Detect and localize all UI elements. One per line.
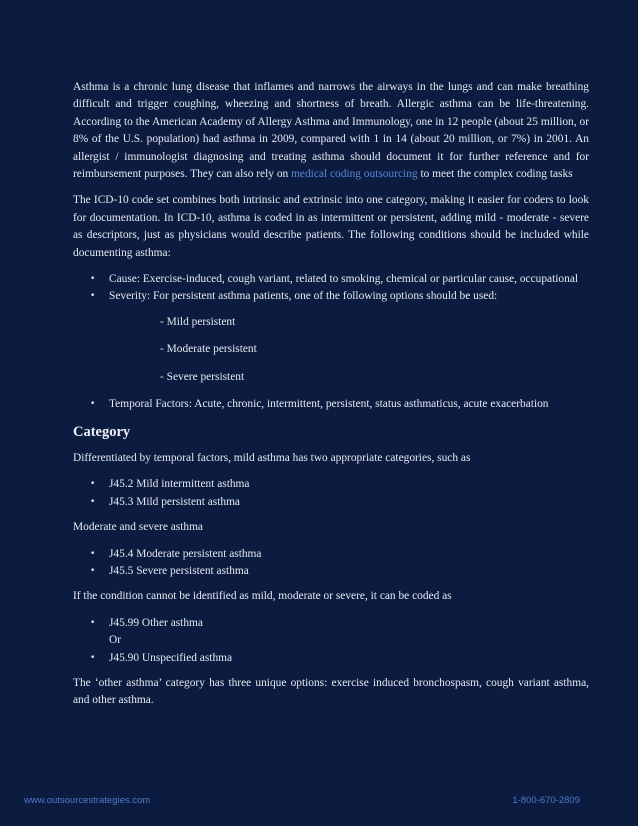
list-item (73, 494, 589, 511)
bullet-icon: • (90, 617, 96, 628)
icd10-paragraph: The ICD-10 code set combines both intrinsic and extrinsic into one category, making it easier for coders to look for documentation. In ICD-10, asthma is coded in as intermittent or persistent, adding mild - moderate - severe as descriptors, just as physicians would describe patients. The following conditions should be included while documenting asthma: (73, 194, 589, 259)
severity-option: - Mild persistent (160, 315, 236, 328)
temporal-text: Temporal Factors: Acute, chronic, intermittent, persistent, status asthmaticus, acute exacerbation (109, 398, 549, 411)
bullet-icon: • (90, 652, 96, 663)
list-item (73, 615, 589, 632)
intro-paragraph (73, 79, 589, 183)
bullet-icon: • (90, 274, 96, 285)
severity-text: Severity: For persistent asthma patients, one of the following options should be used: (109, 290, 498, 303)
code-text: J45.99 Other asthma (109, 616, 203, 629)
code-text: J45.3 Mild persistent asthma (109, 495, 240, 508)
list-item (73, 546, 589, 563)
code-text: J45.90 Unspecified asthma (109, 651, 233, 664)
severity-option: - Severe persistent (160, 370, 245, 383)
category-intro: Differentiated by temporal factors, mild asthma has two appropriate categories, such as (73, 451, 471, 464)
code-text: J45.2 Mild intermittent asthma (109, 478, 250, 491)
category-heading: Category (73, 423, 131, 440)
list-item (73, 396, 589, 413)
conditions-list (73, 271, 589, 306)
medical-coding-outsourcing-link[interactable]: medical coding outsourcing (291, 168, 418, 181)
bullet-icon: • (90, 496, 96, 507)
severity-option: - Moderate persistent (160, 343, 257, 356)
moderate-severe-label: Moderate and severe asthma (73, 521, 203, 534)
mild-codes-list (73, 476, 589, 511)
moderate-severe-codes-list (73, 546, 589, 581)
other-codes-list (73, 615, 589, 667)
bullet-icon: • (90, 399, 96, 410)
severity-options (73, 314, 589, 386)
intro-text: Asthma is a chronic lung disease that inflames and narrows the airways in the lungs and can make breathing difficult and trigger coughing, wheezing and shortness of breath. Allergic asthma can be life-threatening. According to the American Academy of Allergy Asthma and Immunology, one in 12 people (about 25 million, or 8% of the U.S. population) had asthma in 2009, compared with 1 in 14 (about 20 million, or 7%) in 2001. An allergist / immunologist diagnosing and treating asthma should document it for further reference and for reimbursement purposes. They can also rely on (73, 81, 589, 181)
list-item (73, 476, 589, 493)
list-item (73, 271, 589, 288)
temporal-list (73, 396, 589, 413)
phone-number[interactable]: 1-800-670-2809 (512, 795, 580, 806)
intro-text-end: to meet the complex coding tasks (417, 168, 573, 181)
bullet-icon: • (90, 479, 96, 490)
list-item (73, 650, 589, 667)
document-body (73, 79, 589, 719)
other-options-paragraph: The ‘other asthma’ category has three unique options: exercise induced bronchospasm, cough variant asthma, and other asthma. (73, 676, 589, 707)
bullet-icon: • (90, 291, 96, 302)
list-item (73, 563, 589, 580)
or-text: Or (109, 634, 122, 647)
list-item (73, 288, 589, 305)
bullet-icon: • (90, 548, 96, 559)
page-footer (24, 795, 580, 806)
code-text: J45.5 Severe persistent asthma (109, 564, 249, 577)
bullet-icon: • (90, 565, 96, 576)
unidentified-intro: If the condition cannot be identified as mild, moderate or severe, it can be coded as (73, 590, 452, 603)
website-link[interactable]: www.outsourcestrategies.com (24, 795, 151, 806)
cause-text: Cause: Exercise-induced, cough variant, related to smoking, chemical or particular cause, occupational (109, 273, 579, 286)
code-text: J45.4 Moderate persistent asthma (109, 547, 262, 560)
